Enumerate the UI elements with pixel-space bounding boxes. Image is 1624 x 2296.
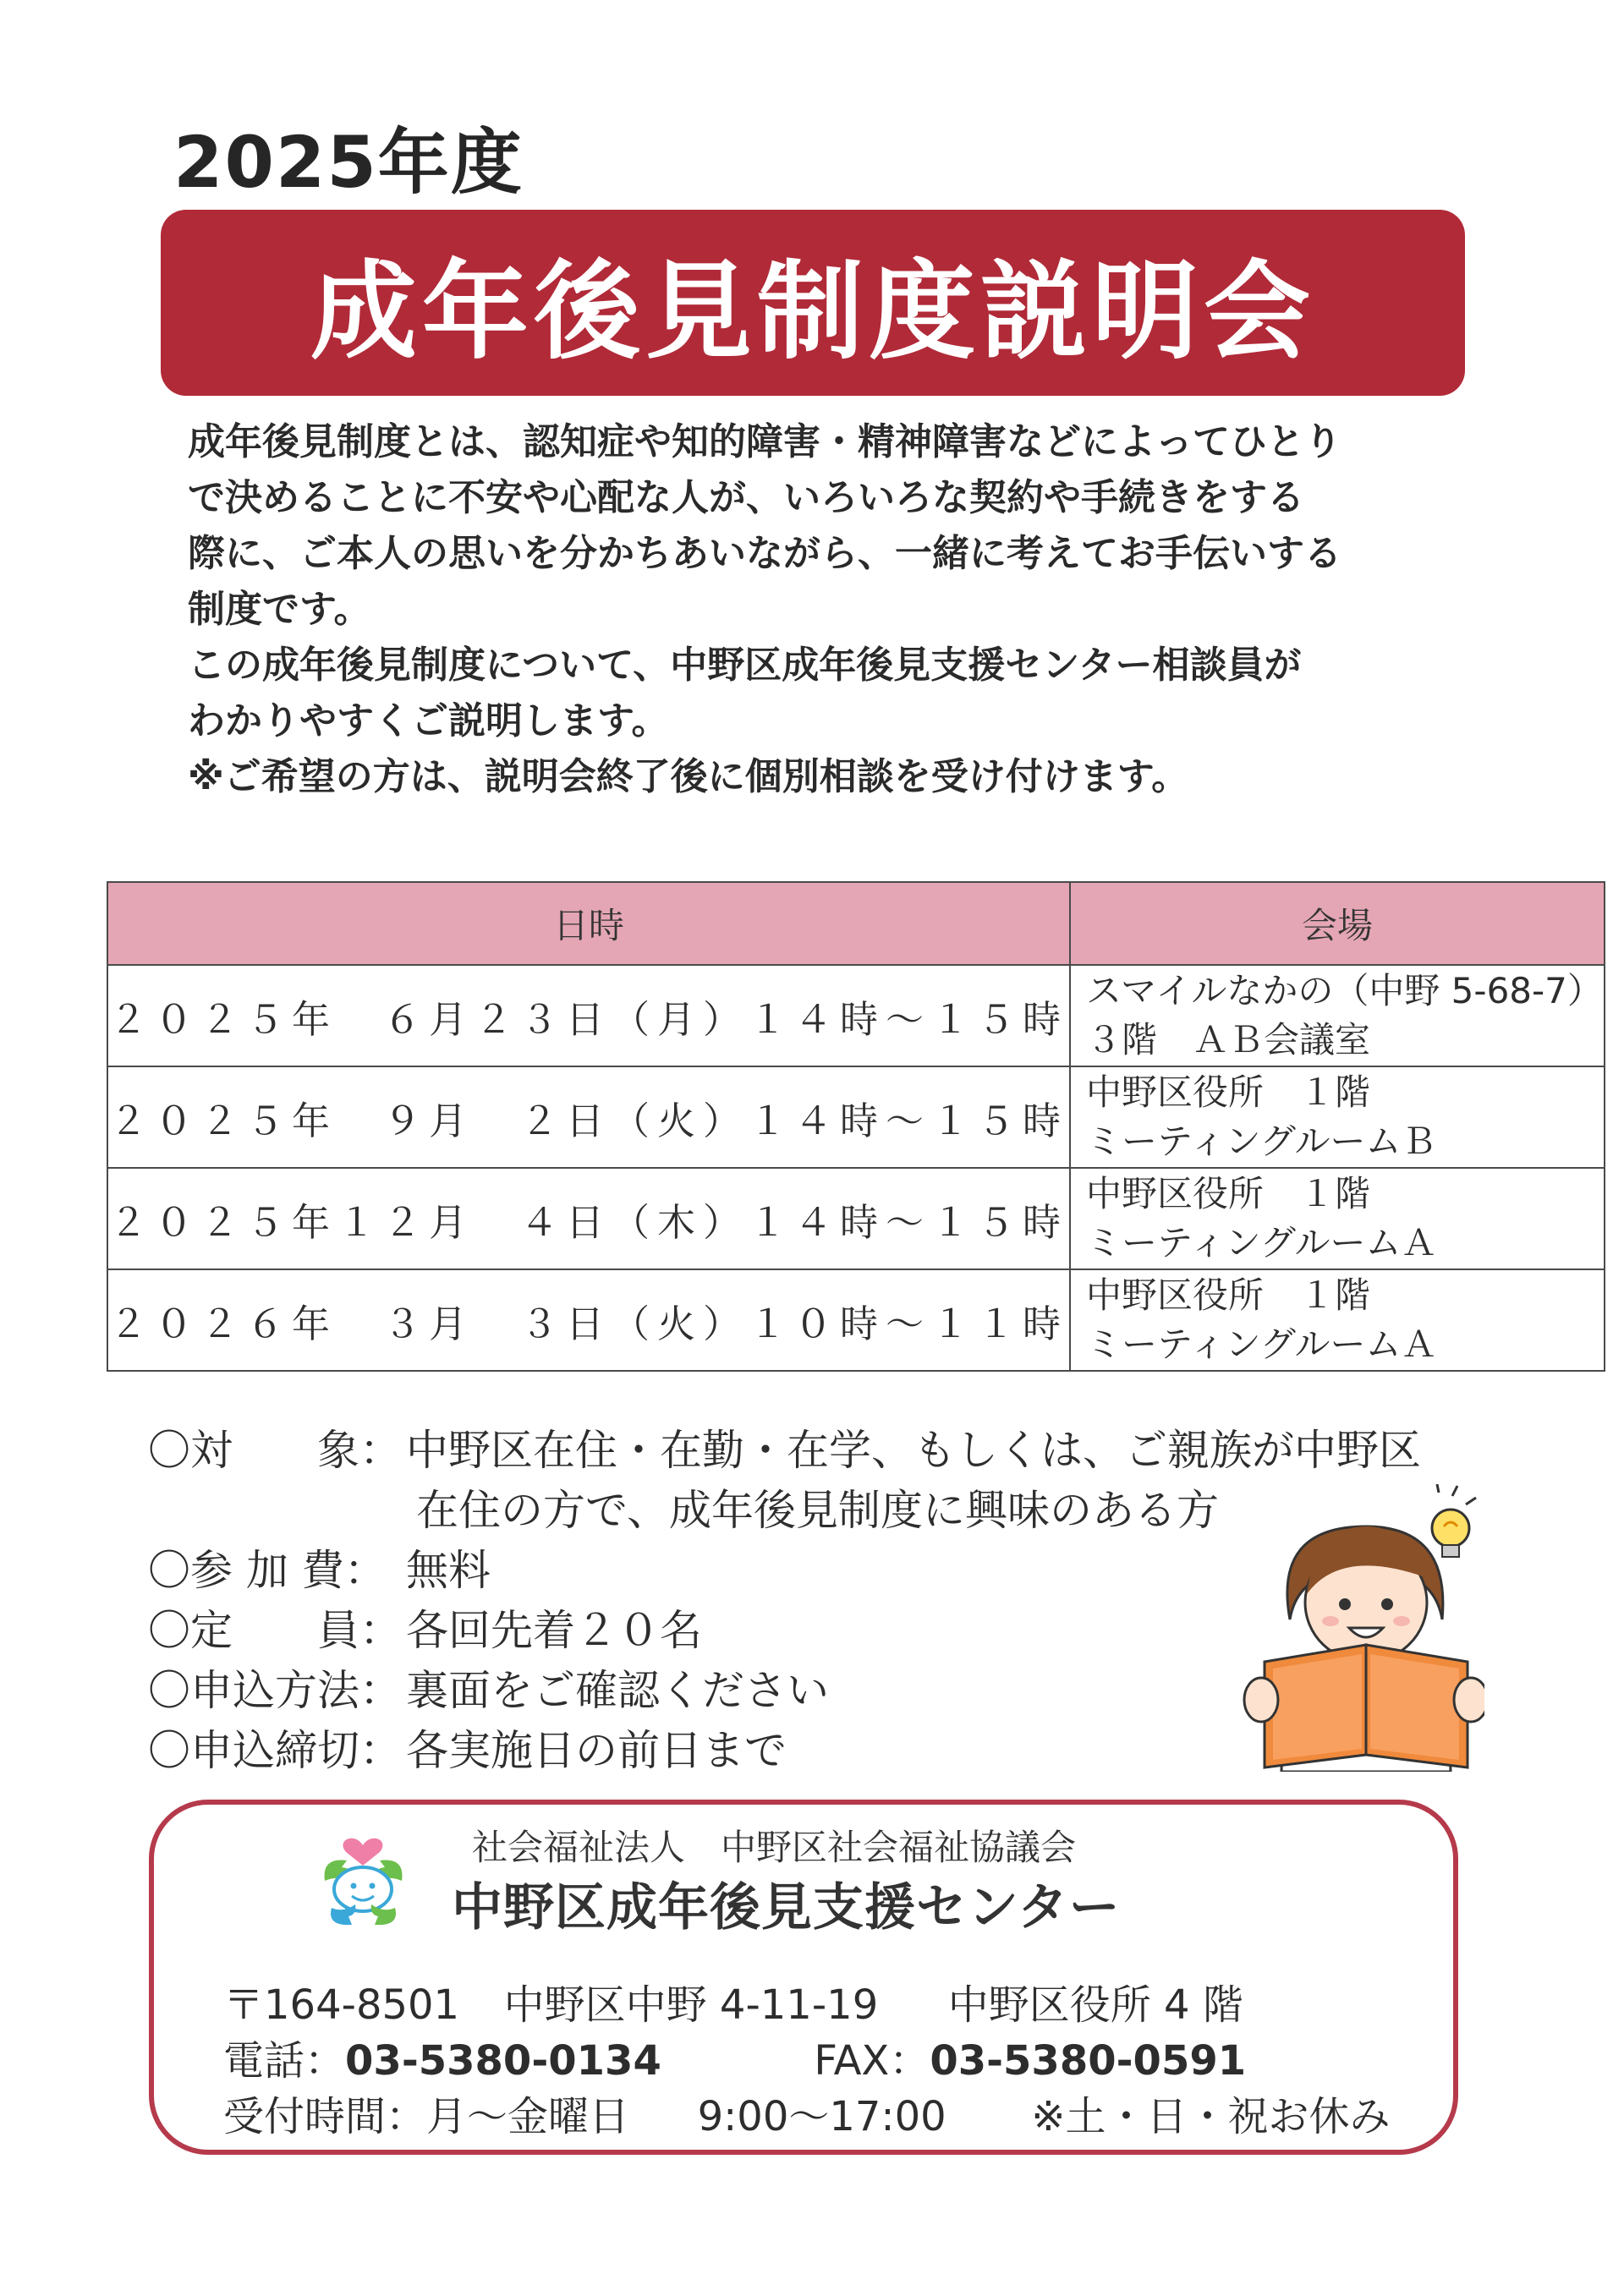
address: 中野区中野 4-11-19	[503, 1981, 879, 2029]
detail-label: 〇申込方法：	[148, 1666, 402, 1715]
detail-value: 各実施日の前日まで	[406, 1726, 787, 1775]
intro-line: 成年後見制度とは、認知症や知的障害・精神障害などによってひとり	[188, 420, 1341, 463]
contact-line	[223, 2028, 1246, 2086]
datetime-header: 日時	[107, 882, 1070, 965]
hours-line	[223, 2084, 1390, 2142]
schedule-table	[107, 881, 1605, 1372]
detail-label: 〇参 加 費：	[148, 1546, 387, 1595]
venue-line: ミーティングルームＢ	[1086, 1121, 1437, 1162]
table-row	[107, 1066, 1605, 1168]
intro-line: 制度です。	[188, 588, 371, 631]
hours-days: 月～金曜日	[426, 2093, 630, 2140]
building: 中野区役所 4 階	[947, 1981, 1243, 2029]
session-datetime: ２０２５年 ９月 ２日（火）１４時～１５時	[107, 1066, 1070, 1168]
closed-days: ※土・日・祝お休み	[1031, 2093, 1391, 2140]
detail-value: 中野区在住・在勤・在学、もしくは、ご親族が中野区	[406, 1426, 1421, 1475]
venue-line: ３階 ＡＢ会議室	[1086, 1019, 1371, 1060]
session-venue	[1070, 1269, 1605, 1371]
session-datetime: ２０２６年 ３月 ３日（火）１０時～１１時	[107, 1269, 1070, 1371]
session-datetime: ２０２５年１２月 ４日（木）１４時～１５時	[107, 1168, 1070, 1269]
venue-line: 中野区役所 １階	[1086, 1071, 1371, 1113]
organization-name: 中野区成年後見支援センター	[452, 1878, 1121, 1937]
session-venue	[1070, 965, 1605, 1066]
book-icon	[1265, 1645, 1468, 1767]
table-row	[107, 965, 1605, 1066]
detail-label: 〇対 象：	[148, 1426, 402, 1475]
session-datetime: ２０２５年 ６月２３日（月）１４時～１５時	[107, 965, 1070, 1066]
lightbulb-icon	[1432, 1484, 1476, 1557]
detail-target	[148, 1421, 1484, 1481]
fiscal-year: 2025年度	[173, 121, 524, 204]
venue-line: 中野区役所 １階	[1086, 1274, 1371, 1316]
reading-person-illustration	[1231, 1484, 1484, 1772]
address-line	[223, 1972, 1243, 2030]
intro-line: 際に、ご本人の思いを分かちあいながら、一緒に考えてお手伝いする	[188, 532, 1341, 575]
table-header-row	[107, 882, 1605, 965]
intro-line: わかりやすくご説明します。	[188, 699, 669, 743]
venue-header: 会場	[1070, 882, 1605, 965]
parent-organization: 社会福祉法人 中野区社会福祉協議会	[472, 1827, 1077, 1868]
venue-line: 中野区役所 １階	[1086, 1173, 1371, 1214]
intro-line: で決めることに不安や心配な人が、いろいろな契約や手続きをする	[188, 476, 1304, 519]
table-row	[107, 1269, 1605, 1371]
postal-code: 〒164-8501	[223, 1981, 460, 2029]
tel-label: 電話：	[223, 2037, 346, 2085]
detail-value: 各回先着２０名	[406, 1606, 702, 1655]
page-title: 成年後見制度説明会	[310, 249, 1315, 374]
detail-value-continued: 在住の方で、成年後見制度に興味のある方	[416, 1486, 1219, 1535]
detail-value: 無料	[406, 1546, 491, 1595]
intro-text	[188, 414, 1473, 805]
venue-line: ミーティングルームＡ	[1086, 1222, 1437, 1263]
hours-time: 9:00～17:00	[697, 2093, 946, 2140]
detail-label: 〇定 員：	[148, 1606, 402, 1655]
fax-number: 03-5380-0591	[930, 2037, 1247, 2085]
organization-box	[149, 1800, 1458, 2155]
intro-note: ※ご希望の方は、説明会終了後に個別相談を受け付けます。	[188, 755, 1189, 798]
title-banner	[161, 210, 1465, 396]
session-venue	[1070, 1168, 1605, 1269]
venue-line: スマイルなかの（中野 5-68-7）	[1086, 970, 1603, 1011]
tel-number[interactable]: 03-5380-0134	[345, 2037, 661, 2085]
venue-line: ミーティングルームＡ	[1086, 1323, 1437, 1365]
fax-label: FAX：	[814, 2037, 930, 2085]
intro-line: この成年後見制度について、中野区成年後見支援センター相談員が	[188, 644, 1302, 687]
table-row	[107, 1168, 1605, 1269]
detail-value: 裏面をご確認ください	[406, 1666, 829, 1715]
detail-label: 〇申込締切：	[148, 1726, 402, 1775]
hours-label: 受付時間：	[223, 2093, 427, 2140]
heart-icon	[343, 1838, 383, 1866]
organization-logo	[315, 1820, 412, 1930]
session-venue	[1070, 1066, 1605, 1168]
